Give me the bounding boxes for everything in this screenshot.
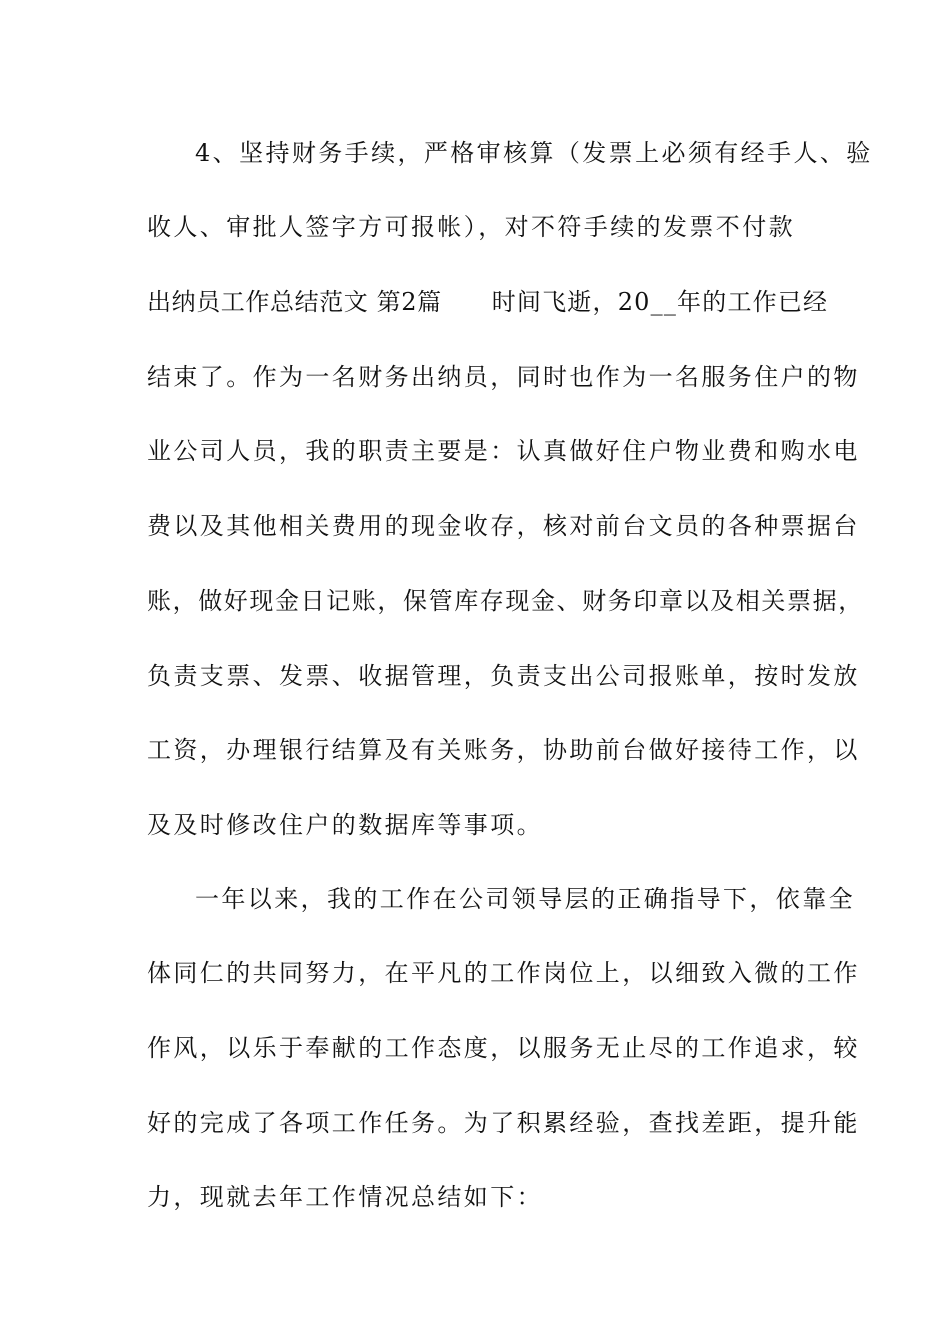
section-heading-line — [147, 287, 829, 317]
paragraph-line-6: 账，做好现金日记账，保管库存现金、财务印章以及相关票据， — [147, 587, 864, 615]
paragraph-line-7: 负责支票、发票、收据管理，负责支出公司报账单，按时发放 — [147, 662, 860, 690]
paragraph-line-12: 作风，以乐于奉献的工作态度，以服务无止尽的工作追求，较 — [147, 1034, 860, 1062]
paragraph-line-9: 及及时修改住户的数据库等事项。 — [147, 811, 543, 839]
section-heading-tail: 时间飞逝，20__年的工作已经 — [491, 288, 829, 316]
paragraph-line-14: 力，现就去年工作情况总结如下： — [147, 1183, 543, 1211]
paragraph-line-3: 结束了。作为一名财务出纳员，同时也作为一名服务住户的物 — [147, 363, 860, 391]
paragraph-line-13: 好的完成了各项工作任务。为了积累经验，查找差距，提升能 — [147, 1109, 860, 1137]
paragraph-line-2: 收人、审批人签字方可报帐），对不符手续的发票不付款 — [147, 213, 795, 241]
paragraph-line-11: 体同仁的共同努力，在平凡的工作岗位上，以细致入微的工作 — [147, 959, 860, 987]
paragraph-line-10: 一年以来，我的工作在公司领导层的正确指导下，依靠全 — [195, 885, 855, 913]
paragraph-line-1: 4、坚持财务手续，严格审核算（发票上必须有经手人、验 — [195, 139, 873, 167]
paragraph-line-4: 业公司人员，我的职责主要是：认真做好住户物业费和购水电 — [147, 437, 860, 465]
section-heading-title: 出纳员工作总结范文 第2篇 — [147, 288, 442, 316]
paragraph-line-8: 工资，办理银行结算及有关账务，协助前台做好接待工作，以 — [147, 736, 860, 764]
paragraph-line-5: 费以及其他相关费用的现金收存，核对前台文员的各种票据台 — [147, 512, 860, 540]
